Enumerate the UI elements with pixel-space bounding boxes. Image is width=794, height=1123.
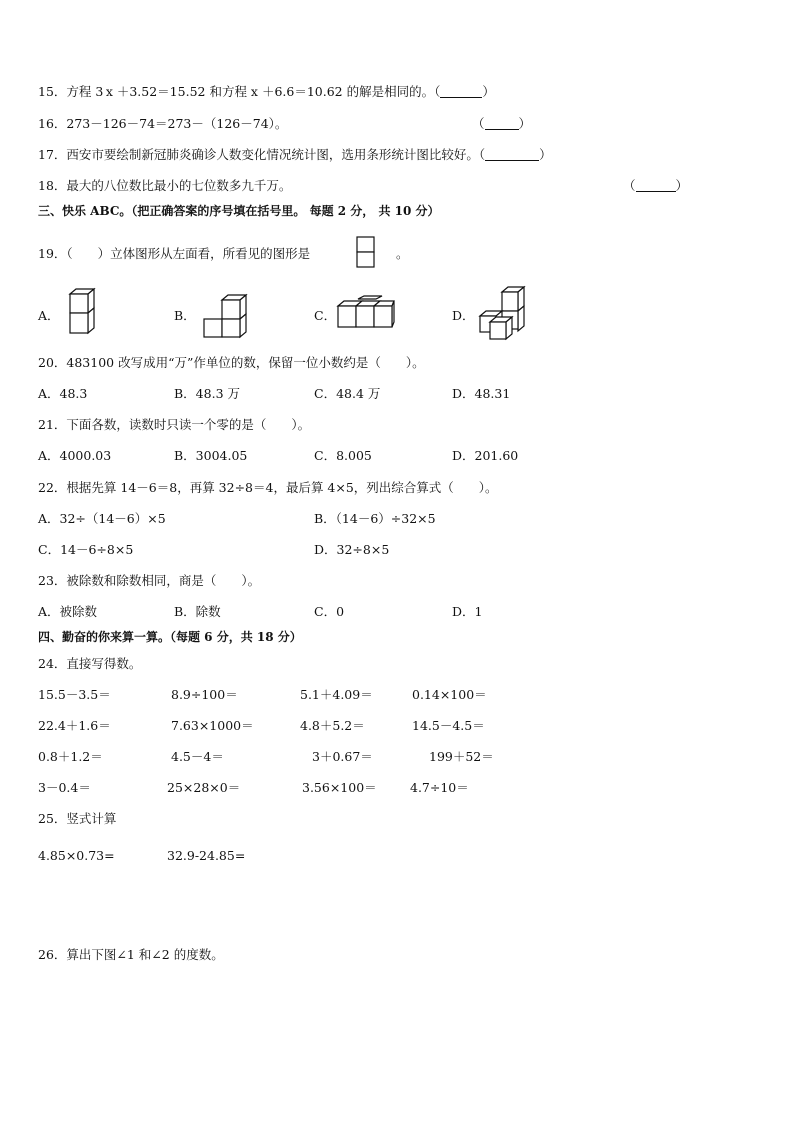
question-26-title: 26．算出下图∠1 和∠2 的度数。 (38, 947, 224, 962)
calc-item: 3－0.4＝ (38, 780, 91, 795)
option-a[interactable]: A．48.3 (38, 386, 88, 401)
calc-item: 4.7÷10＝ (410, 780, 469, 795)
question-16-text: 16．273－126－74＝273－（126－74）。 (38, 116, 288, 131)
calc-item: 199＋52＝ (429, 749, 494, 764)
question-18-answer: （ ） (623, 178, 689, 193)
option-d[interactable]: D．32÷8×5 (314, 542, 390, 557)
calc-item: 15.5－3.5＝ (38, 687, 111, 702)
option-c[interactable]: C．8.005 (314, 448, 372, 463)
vertical-calc-item: 32.9-24.85= (167, 848, 246, 863)
option-b-label[interactable]: B． (174, 308, 196, 323)
answer-blank[interactable] (440, 85, 482, 98)
question-19 (38, 246, 310, 262)
section-3-heading: 三、快乐 ABC。（把正确答案的序号填在括号里。 每题 2 分， 共 10 分） (38, 204, 440, 218)
calc-item: 4.8＋5.2＝ (300, 718, 365, 733)
option-b[interactable]: B．3004.05 (174, 448, 248, 463)
question-18-text: 18．最大的八位数比最小的七位数多九千万。 (38, 178, 292, 193)
answer-blank[interactable] (485, 117, 519, 130)
option-d[interactable]: D．48.31 (452, 386, 511, 401)
question-18 (38, 178, 291, 194)
section-4-heading: 四、勤奋的你来算一算。（每题 6 分，共 18 分） (38, 630, 302, 644)
question-16 (38, 116, 287, 132)
calc-item: 8.9÷100＝ (171, 687, 238, 702)
calc-item: 5.1＋4.09＝ (300, 687, 373, 702)
option-d[interactable]: D．201.60 (452, 448, 519, 463)
option-a-label[interactable]: A． (38, 308, 60, 323)
calc-item: 7.63×1000＝ (171, 718, 254, 733)
question-17-text: 17．西安市要绘制新冠肺炎确诊人数变化情况统计图，选用条形统计图比较好。（ (38, 147, 486, 162)
calc-item: 3.56×100＝ (302, 780, 377, 795)
question-23: 23．被除数和除数相同，商是（ ）。 (38, 573, 261, 588)
question-24-title: 24．直接写得数。 (38, 656, 142, 671)
calc-item: 14.5－4.5＝ (412, 718, 485, 733)
question-25-title: 25．竖式计算 (38, 811, 117, 826)
option-d-cubes (476, 286, 528, 342)
option-d-label[interactable]: D． (452, 308, 475, 323)
option-c-cubes (336, 296, 398, 330)
question-22: 22．根据先算 14－6＝8，再算 32÷8＝4，最后算 4×5，列出综合算式（ ）。 (38, 480, 498, 495)
calc-item: 3＋0.67＝ (312, 749, 373, 764)
question-21: 21．下面各数，读数时只读一个零的是（ ）。 (38, 417, 311, 432)
option-b-cubes (202, 294, 248, 338)
answer-blank[interactable] (485, 148, 539, 161)
calc-item: 0.14×100＝ (412, 687, 487, 702)
answer-blank[interactable] (636, 179, 676, 192)
vertical-calc-item: 4.85×0.73= (38, 848, 115, 863)
option-b[interactable]: B．（14－6）÷32×5 (314, 511, 436, 526)
question-16-answer: （ ） (472, 116, 532, 131)
question-20: 20．483100 改写成用“万”作单位的数，保留一位小数约是（ ）。 (38, 355, 425, 370)
option-b[interactable]: B．除数 (174, 604, 221, 619)
option-c[interactable]: C．48.4 万 (314, 386, 381, 401)
option-d[interactable]: D．1 (452, 604, 483, 619)
question-15: 15．方程 3 x ＋3.52＝15.52 和方程 x ＋6.6＝10.62 的解是相同的。（ ） (38, 84, 495, 99)
option-b[interactable]: B．48.3 万 (174, 386, 240, 401)
question-19-text: 19．（ ）立体图形从左面看，所看见的图形是 (38, 246, 311, 261)
option-c[interactable]: C．0 (314, 604, 345, 619)
left-view-figure (356, 236, 376, 270)
option-a[interactable]: A．被除数 (38, 604, 98, 619)
option-a-cubes (62, 288, 102, 338)
option-c-label[interactable]: C． (314, 308, 337, 323)
calc-item: 25×28×0＝ (167, 780, 241, 795)
question-19-end: 。 (396, 246, 409, 261)
option-c[interactable]: C．14－6÷8×5 (38, 542, 134, 557)
option-a[interactable]: A．4000.03 (38, 448, 112, 463)
question-15-text: 15．方程 3 x ＋3.52＝15.52 和方程 x ＋6.6＝10.62 的解是相同的。（ (38, 84, 441, 99)
calc-item: 0.8＋1.2＝ (38, 749, 103, 764)
option-a[interactable]: A．32÷（14－6）×5 (38, 511, 166, 526)
calc-item: 4.5－4＝ (171, 749, 224, 764)
calc-item: 22.4＋1.6＝ (38, 718, 111, 733)
question-17: 17．西安市要绘制新冠肺炎确诊人数变化情况统计图，选用条形统计图比较好。（ ） (38, 147, 552, 162)
